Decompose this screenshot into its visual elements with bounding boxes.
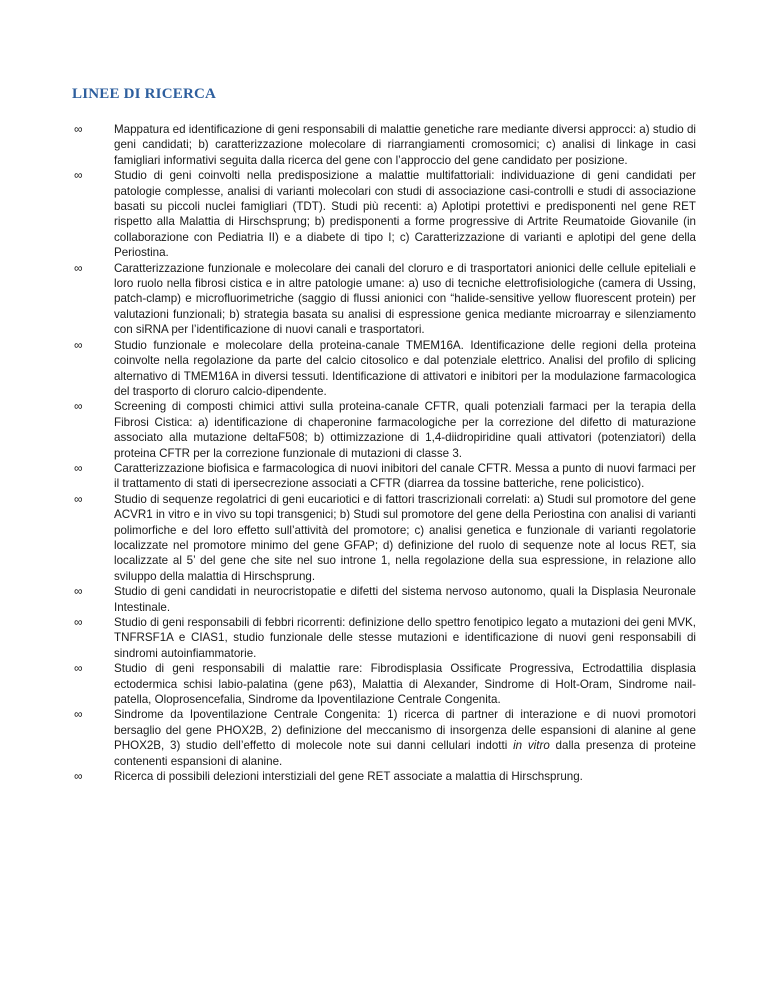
list-item-text: Studio di sequenze regolatrici di geni eucariotici e di fattori trascrizionali correlati: a) Studi sul promotore del gene ACVR1 in vitro e in vivo su topi transgenici; b) Studi sul promotore del gene della Periostina con analisi di varianti polimorfiche e del loro effetto sull’attività del promotore; c) analisi genetica e funzionale di varianti regolatorie localizzate nel promotore minimo del gene GFAP; d) definizione del ruolo di sequenze note al locus RET, sia localizzate al 5’ del gene che site nel suo introne 1, nella regolazione della sua espressione, in relazione allo sviluppo della malattia di Hirschsprung. bbox=[114, 492, 696, 583]
research-lines-list bbox=[72, 122, 696, 784]
list-item-text-part: Sindrome da Ipoventilazione Centrale Congenita: 1) ricerca di partner di interazione e di nuovi promotori bersaglio del gene PHOX2B, 2) definizione del meccanismo di insorgenza delle espansioni di alanine al gene PHOX2B, 3) studio dell’effetto di molecole note sui danni cellulari indotti bbox=[114, 708, 696, 753]
list-item bbox=[72, 584, 696, 615]
list-item-text-part: dalla presenza di proteine contenenti espansioni di alanine. bbox=[114, 739, 696, 768]
list-item-text: Studio di geni candidati in neurocristopatie e difetti del sistema nervoso autonomo, quali la Displasia Neuronale Intestinale. bbox=[114, 585, 696, 614]
list-item bbox=[72, 168, 696, 260]
list-item-text: Studio di geni responsabili di malattie rare: Fibrodisplasia Ossificate Progressiva, Ectrodattilia displasia ectodermica schisi labio-palatina (gene p63), Malattia di Alexander, Sindrome di Holt-Oram, Sindrome nail-patella, Oloprosencefalia, Sindrome da Ipoventilazione Centrale Congenita. bbox=[114, 662, 696, 707]
infinity-bullet-icon: ∞ bbox=[74, 769, 83, 784]
section-title: LINEE DI RICERCA bbox=[72, 86, 217, 102]
list-item-text: Studio funzionale e molecolare della proteina-canale TMEM16A. Identificazione delle regioni della proteina coinvolte nella regolazione da parte del calcio citosolico e dal potenziale elettrico. Analisi del profilo di splicing alternativo di TMEM16A in diversi tessuti. Identificazione di attivatori e inibitori per la modulazione farmacologica del trasporto di cloruro calcio-dipendente. bbox=[114, 338, 696, 398]
infinity-bullet-icon: ∞ bbox=[74, 615, 83, 629]
list-item bbox=[72, 261, 696, 338]
infinity-bullet-icon: ∞ bbox=[74, 661, 83, 676]
infinity-bullet-icon: ∞ bbox=[74, 122, 83, 136]
list-item-text: Caratterizzazione biofisica e farmacologica di nuovi inibitori del canale CFTR. Messa a punto di nuovi farmaci per il trattamento di stati di ipersecrezione associati a CFTR (diarrea da tossine batteriche, rene policistico). bbox=[114, 461, 696, 491]
list-item bbox=[72, 122, 696, 168]
list-item bbox=[72, 707, 696, 769]
list-item bbox=[72, 492, 696, 584]
list-item-text: Ricerca di possibili delezioni interstiziali del gene RET associate a malattia di Hirschsprung. bbox=[114, 770, 583, 784]
infinity-bullet-icon: ∞ bbox=[74, 460, 83, 475]
list-item-text bbox=[114, 707, 696, 769]
list-item-text: Screening di composti chimici attivi sulla proteina-canale CFTR, quali potenziali farmaci per la terapia della Fibrosi Cistica: a) identificazione di chaperonine farmacologiche per la correzione del difetto di maturazione associato alla mutazione deltaF508; b) ottimizzazione di 1,4-diidropiridine quali attivatori (potenziatori) della proteina CFTR per la correzione funzionale di mutazioni di classe 3. bbox=[114, 400, 696, 460]
infinity-bullet-icon: ∞ bbox=[74, 260, 83, 275]
list-item-text: Mappatura ed identificazione di geni responsabili di malattie genetiche rare mediante diversi approcci: a) studio di geni candidati; b) caratterizzazione molecolare di riarrangiamenti cromosomici; c) analisi di linkage in casi famigliari informativi seguita dalla ricerca del gene con l’approccio del gene candidato per posizione. bbox=[114, 123, 696, 167]
list-item bbox=[72, 615, 696, 661]
infinity-bullet-icon: ∞ bbox=[74, 584, 83, 599]
infinity-bullet-icon: ∞ bbox=[74, 491, 83, 506]
list-item bbox=[72, 399, 696, 461]
list-item-text: Studio di geni responsabili di febbri ricorrenti: definizione dello spettro fenotipico legato a mutazioni dei geni MVK, TNFRSF1A e CIAS1, studio funzionale delle stesse mutazioni e identificazione di nuovi geni responsabili di sindromi autoinfiammatorie. bbox=[114, 616, 696, 660]
list-item bbox=[72, 338, 696, 400]
list-item-text: Caratterizzazione funzionale e molecolare dei canali del cloruro e di trasportatori anionici delle cellule epiteliali e loro ruolo nella fibrosi cistica e in altre patologie umane: a) uso di tecniche elettrofisiologiche (camera di Ussing, patch-clamp) e microfluorimetriche (saggio di flussi anionici con “halide-sensitive yellow fluorescent protein) per valutazioni funzionali; b) strategia basata su analisi di espressione genica mediante microarray e silenziamento con siRNA per l’identificazione di nuovi canali e trasportatori. bbox=[114, 261, 696, 337]
infinity-bullet-icon: ∞ bbox=[74, 399, 83, 414]
infinity-bullet-icon: ∞ bbox=[74, 707, 83, 722]
list-item-italic-text: in vitro bbox=[513, 739, 550, 753]
infinity-bullet-icon: ∞ bbox=[74, 337, 83, 352]
infinity-bullet-icon: ∞ bbox=[74, 168, 83, 183]
list-item bbox=[72, 461, 696, 492]
list-item bbox=[72, 769, 696, 784]
list-item-text: Studio di geni coinvolti nella predisposizione a malattie multifattoriali: individuazione di geni candidati per patologie complesse, analisi di varianti molecolari con studi di associazione casi-controlli e studi di associazione basati su piccoli nuclei famigliari (TDT). Studi più recenti: a) Aplotipi protettivi e predisponenti nel gene RET rispetto alla Malattia di Hirschsprung; b) predisponenti a forme progressive di Artrite Reumatoide Giovanile (in collaborazione con Pediatria II) e a diabete di tipo I; c) Caratterizzazione di varianti e aplotipi del gene della Periostina. bbox=[114, 169, 696, 260]
list-item bbox=[72, 661, 696, 707]
